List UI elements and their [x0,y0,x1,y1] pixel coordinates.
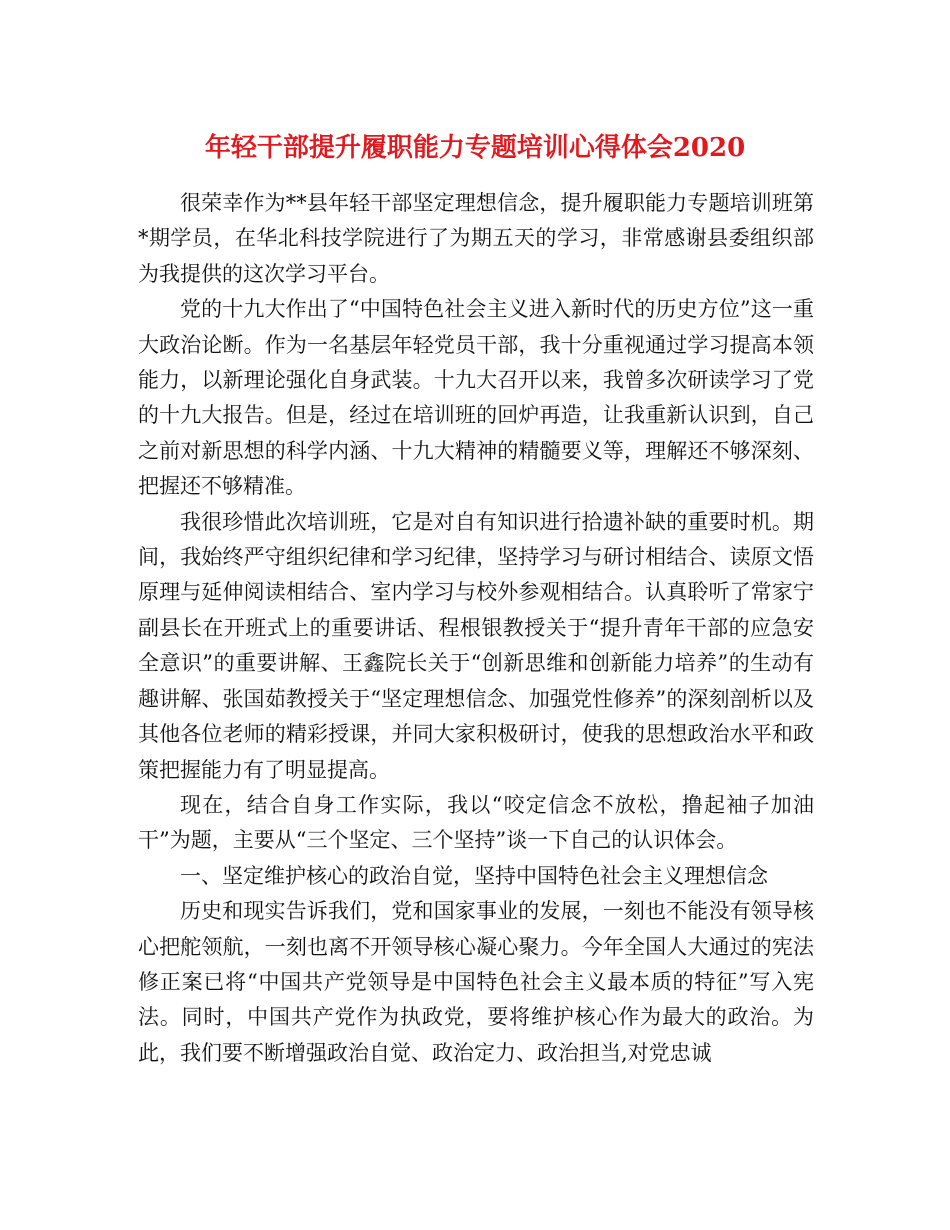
paragraph-theme: 现在，结合自身工作实际，我以“咬定信念不放松，撸起袖子加油干”为题，主要从“三个坚定、三个坚持”谈一下自己的认识体会。 [138,792,814,853]
paragraph-core-leadership: 历史和现实告诉我们，党和国家事业的发展，一刻也不能没有领导核心把舵领航，一刻也离不开领导核心凝心聚力。今年全国人大通过的宪法修正案已将“中国共产党领导是中国特色社会主义最本质的特征”写入宪法。同时，中国共产党作为执政党，要将维护核心作为最大的政治。为此，我们要不断增强政治自觉、政治定力、政治担当,对党忠诚 [138,899,814,1065]
document-title: 年轻干部提升履职能力专题培训心得体会2020 [204,133,746,163]
paragraph-intro: 很荣幸作为**县年轻干部坚定理想信念，提升履职能力专题培训班第*期学员，在华北科技学院进行了为期五天的学习，非常感谢县委组织部为我提供的这次学习平台。 [138,191,814,286]
document-body [138,186,814,1071]
section-heading-one: 一、坚定维护核心的政治自觉，坚持中国特色社会主义理想信念 [180,863,768,888]
paragraph-nineteenth-congress: 党的十九大作出了“中国特色社会主义进入新时代的历史方位”这一重大政治论断。作为一名基层年轻党员干部，我十分重视通过学习提高本领能力，以新理论强化自身武装。十九大召开以来，我曾多次研读学习了党的十九大报告。但是，经过在培训班的回炉再造，让我重新认识到，自己之前对新思想的科学内涵、十九大精神的精髓要义等，理解还不够深刻、把握还不够精准。 [138,297,814,499]
paragraph-training-experience: 我很珍惜此次培训班，它是对自有知识进行拾遗补缺的重要时机。期间，我始终严守组织纪律和学习纪律，坚持学习与研讨相结合、读原文悟原理与延伸阅读相结合、室内学习与校外参观相结合。认真聆听了常家宁副县长在开班式上的重要讲话、程根银教授关于“提升青年干部的应急安全意识”的重要讲解、王鑫院长关于“创新思维和创新能力培养”的生动有趣讲解、张国茹教授关于“坚定理想信念、加强党性修养”的深刻剖析以及其他各位老师的精彩授课，并同大家积极研讨，使我的思想政治水平和政策把握能力有了明显提高。 [138,509,814,782]
